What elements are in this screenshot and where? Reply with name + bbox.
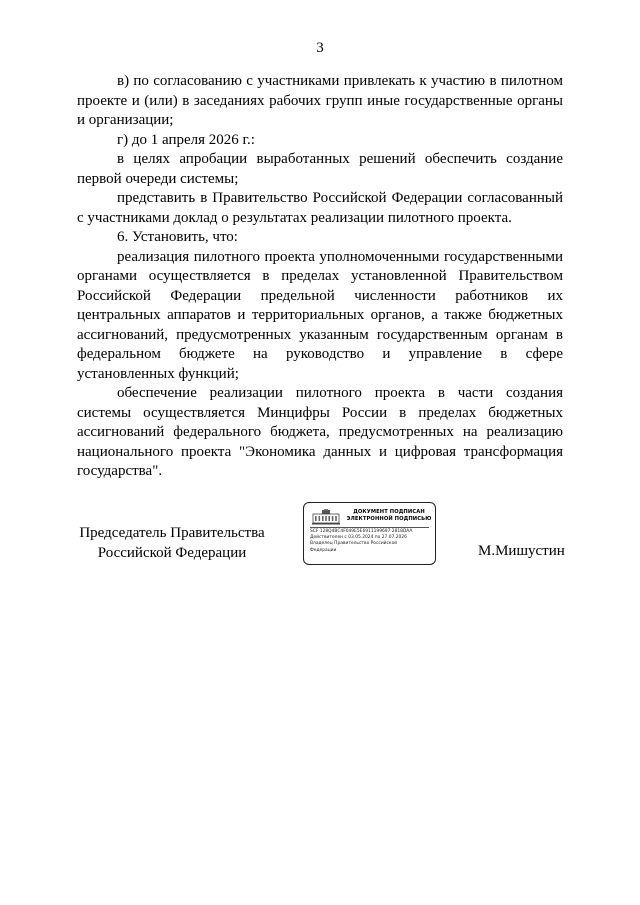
stamp-validity: Действителен с 03.05.2024 по 27.07.2026 xyxy=(310,535,407,541)
government-building-icon xyxy=(311,509,341,525)
stamp-divider xyxy=(310,527,429,528)
paragraph-first-stage: в целях апробации выработанных решений обеспечить создание первой очереди системы; xyxy=(77,151,563,187)
electronic-signature-stamp xyxy=(303,502,436,565)
paragraph-implementation: реализация пилотного проекта уполномоченными государственными органами осуществляется в пределах установленной Правительством Российской Федерации предельной численности работников их центральных аппаратов и территориальных органов, а также бюджетных ассигнований, предусмотренных указанным государственным органам в федеральном бюджете на руководство и управление в сфере установленных функций; xyxy=(77,248,563,382)
paragraph-item-g: г) до 1 апреля 2026 г.: xyxy=(117,131,255,148)
page-number: 3 xyxy=(316,40,324,56)
stamp-owner-line2: Федерации xyxy=(310,547,337,553)
signer-title xyxy=(77,524,267,563)
signer-name: М.Мишустин xyxy=(478,543,565,559)
signer-title-line2: Российской Федерации xyxy=(97,544,247,561)
stamp-title-line2: ЭЛЕКТРОННОЙ ПОДПИСЬЮ xyxy=(346,516,432,522)
document-body xyxy=(77,72,563,482)
stamp-title-line1: ДОКУМЕНТ ПОДПИСАН xyxy=(353,509,425,515)
paragraph-report: представить в Правительство Российской Федерации согласованный с участниками доклад о результатах реализации пилотного проекта. xyxy=(77,190,563,226)
stamp-certificate: SCF 128Q4BC4F049E5E6911199697 2818DAA xyxy=(310,529,413,534)
stamp-title xyxy=(344,509,434,523)
paragraph-funding: обеспечение реализации пилотного проекта в части создания системы осуществляется Минцифры России в пределах бюджетных ассигнований федерального бюджета, предусмотренных на реализацию национального проекта "Экономика данных и цифровая трансформация государства". xyxy=(77,385,563,479)
stamp-details xyxy=(310,529,432,554)
paragraph-clause-6: 6. Установить, что: xyxy=(117,229,238,245)
signature-block xyxy=(0,502,640,572)
signer-title-line1: Председатель Правительства xyxy=(79,525,265,541)
paragraph-item-v: в) по согласованию с участниками привлекать к участию в пилотном проекте и (или) в заседаниях рабочих групп иные государственные органы и организации; xyxy=(77,73,563,128)
stamp-owner-line1: Владелец Правительство Российской xyxy=(310,541,398,547)
